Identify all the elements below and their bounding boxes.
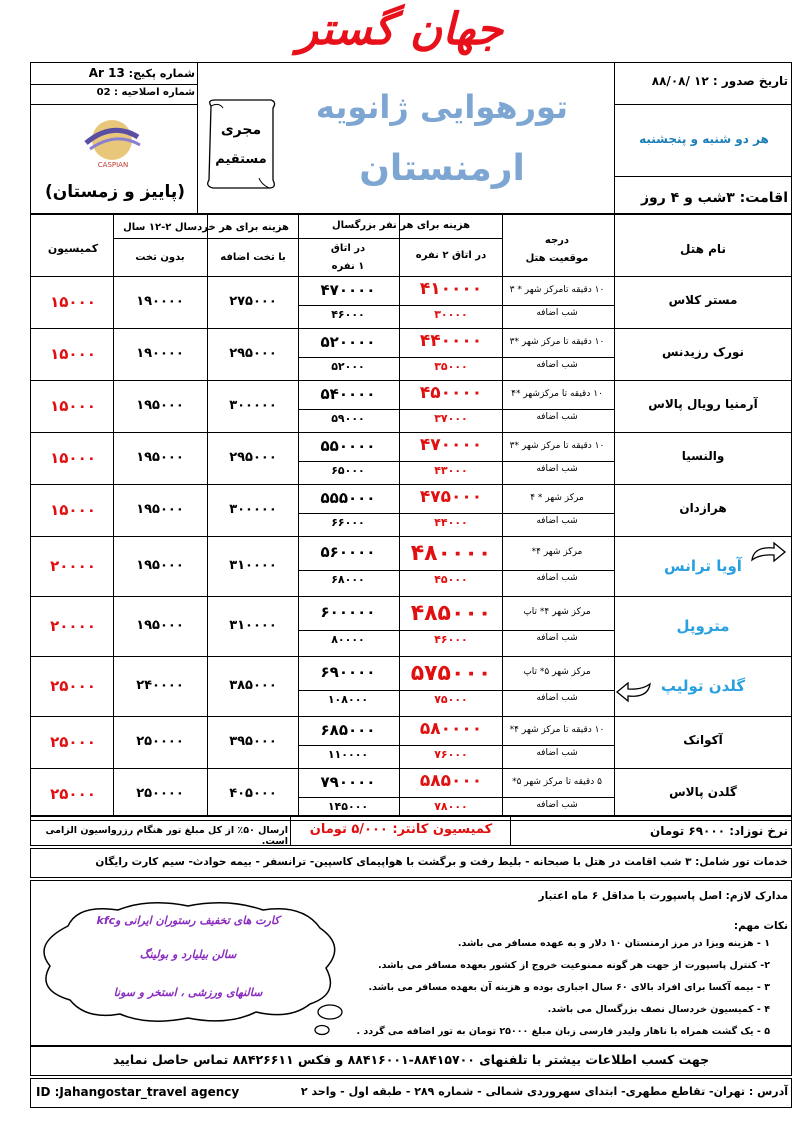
child-no-bed-price: ۱۹۰۰۰۰ [136, 294, 184, 309]
notes-title: نکات مهم: [733, 920, 788, 932]
child-no-bed-price: ۱۹۵۰۰۰ [136, 450, 184, 465]
col-grade: درجه موقعیت هتل [525, 235, 589, 264]
single-price: ۵۵۵۰۰۰ [320, 488, 376, 507]
child-extra-bed-price: ۳۱۰۰۰۰ [229, 618, 277, 633]
cloud-line1: کارت های تخفیف رستوران ایرانی وkfc [96, 914, 280, 927]
scroll-line2: مستقیم [215, 152, 267, 167]
commission: ۱۵۰۰۰ [50, 501, 96, 519]
tour-days: هر دو شنبه و پنجشنبه [639, 132, 769, 146]
revision-number: شماره اصلاحیه : 02 [96, 87, 195, 98]
note-item: ۴ - کمیسیون خردسال نصف بزرگسال می باشد. [547, 1004, 770, 1015]
hotel-grade: ۱۰ دقیقه تا مرکز شهر *۳ [509, 440, 605, 451]
extra-night-label: شب اضافه [536, 360, 578, 370]
child-extra-bed-price: ۳۱۰۰۰۰ [229, 558, 277, 573]
single-extra-night: ۱۴۵۰۰۰ [327, 800, 369, 813]
documents: مدارک لازم: اصل پاسپورت با مداقل ۶ ماه اعتبار [538, 890, 788, 902]
double-extra-night: ۴۳۰۰۰ [434, 464, 468, 477]
double-price: ۴۷۰۰۰۰ [419, 434, 483, 455]
single-extra-night: ۱۱۰۰۰۰ [327, 748, 369, 761]
single-extra-night: ۶۵۰۰۰ [331, 464, 365, 477]
double-price: ۴۸۵۰۰۰ [410, 601, 492, 626]
hotel-name: نورک رزیدنس [661, 345, 745, 359]
commission: ۲۵۰۰۰ [50, 785, 96, 803]
child-no-bed-price: ۱۹۵۰۰۰ [136, 502, 184, 517]
note-item: ۳ - بیمه آکسا برای افراد بالای ۶۰ سال اجباری بوده و هزینه آن بعهده مسافر می باشد. [368, 982, 770, 993]
child-extra-bed-price: ۳۰۰۰۰۰ [229, 398, 277, 413]
single-price: ۶۸۵۰۰۰ [320, 720, 376, 739]
col-hotel: نام هتل [680, 242, 726, 256]
issue-date: تاریخ صدور : ۱۲ /۸۸/۰۸ [651, 74, 788, 88]
caspian-logo [72, 115, 154, 170]
commission: ۱۵۰۰۰ [50, 345, 96, 363]
extra-night-label: شب اضافه [536, 412, 578, 422]
hotel-name: والنسیا [681, 449, 725, 463]
hotel-grade: ۱۰ دقیقه تامرکز شهر * ۳ [509, 284, 605, 295]
child-extra-bed-price: ۲۷۵۰۰۰ [229, 294, 277, 309]
child-extra-bed-price: ۲۹۵۰۰۰ [229, 450, 277, 465]
child-extra-bed-price: ۳۰۰۰۰۰ [229, 502, 277, 517]
hotel-name: آویا ترانس [664, 557, 742, 575]
hotel-name: گلدن پالاس [669, 785, 737, 799]
double-extra-night: ۴۶۰۰۰ [434, 633, 468, 646]
extra-night-label: شب اضافه [536, 308, 578, 318]
double-extra-night: ۷۶۰۰۰ [434, 748, 468, 761]
hotel-name: مستر کلاس [668, 293, 738, 307]
hotel-grade: مرکز شهر ۵* تاپ [523, 667, 591, 677]
double-extra-night: ۴۵۰۰۰ [434, 573, 468, 586]
scroll-line1: مجری [220, 122, 262, 138]
hotel-grade: مرکز شهر ۴* [531, 547, 583, 557]
single-price: ۵۵۰۰۰۰ [320, 436, 376, 455]
single-price: ۵۶۰۰۰۰ [320, 543, 376, 561]
scroll-badge [203, 98, 279, 190]
single-extra-night: ۶۸۰۰۰ [331, 573, 365, 586]
child-no-bed-price: ۲۵۰۰۰۰ [136, 786, 184, 801]
child-no-bed-price: ۲۴۰۰۰۰ [136, 678, 184, 693]
extra-night-label: شب اضافه [536, 748, 578, 758]
commission: ۲۰۰۰۰ [50, 557, 96, 575]
extra-night-label: شب اضافه [536, 464, 578, 474]
hotel-name: متروپل [676, 617, 730, 635]
single-extra-night: ۶۶۰۰۰ [331, 516, 365, 529]
double-price: ۵۷۵۰۰۰ [410, 661, 492, 686]
cloud-line2: سالن بیلیارد و بولینگ [139, 948, 237, 961]
note-item: ۱ - هزینه ویزا در مرز ارمنستان ۱۰ دلار و به عهده مسافر می باشد. [457, 938, 770, 949]
double-price: ۴۵۰۰۰۰ [419, 382, 483, 403]
single-price: ۵۴۰۰۰۰ [320, 384, 376, 403]
double-extra-night: ۷۵۰۰۰ [434, 693, 468, 706]
brand-title: جهان گستر [296, 4, 504, 55]
col-child: هزینه برای هر خردسال ۲-۱۲ سال [123, 222, 289, 233]
child-no-bed-price: ۱۹۰۰۰۰ [136, 346, 184, 361]
hotel-name: هرازدان [679, 501, 727, 515]
double-price: ۵۸۰۰۰۰ [419, 718, 483, 739]
address: آدرس : تهران- تقاطع مطهری- ابتدای سهروردی شمالی - شماره ۲۸۹ - طبقه اول - واحد ۲ [300, 1085, 788, 1098]
arrow-left-icon [614, 676, 654, 706]
single-price: ۷۹۰۰۰۰ [320, 772, 376, 791]
single-extra-night: ۴۶۰۰۰ [331, 308, 365, 321]
commission: ۲۰۰۰۰ [50, 617, 96, 635]
hotel-grade: ۱۰ دقیقه تا مرکزشهر *۴ [511, 388, 603, 399]
col-double: در اتاق ۲ نفره [415, 250, 487, 261]
destination-title: ارمنستان [359, 148, 525, 189]
single-extra-night: ۸۰۰۰۰ [331, 633, 365, 646]
double-price: ۴۱۰۰۰۰ [419, 278, 483, 299]
package-number: شماره پکیج: Ar 13 [88, 66, 195, 80]
single-extra-night: ۵۲۰۰۰ [331, 360, 365, 373]
child-extra-bed-price: ۲۹۵۰۰۰ [229, 346, 277, 361]
extra-night-label: شب اضافه [536, 693, 578, 703]
hotel-grade: مرکز شهر * ۴ [530, 492, 584, 503]
col-adult: هزینه برای هر نفر بزرگسال [331, 220, 471, 231]
double-extra-night: ۷۸۰۰۰ [434, 800, 468, 813]
child-no-bed-price: ۱۹۵۰۰۰ [136, 618, 184, 633]
child-extra-bed-price: ۴۰۵۰۰۰ [229, 786, 277, 801]
svg-text:CASPIAN: CASPIAN [97, 161, 129, 169]
col-no-bed: بدون تخت [135, 252, 185, 263]
single-extra-night: ۱۰۸۰۰۰ [327, 693, 369, 706]
arrow-right-icon [748, 540, 788, 570]
infant-rate: نرخ نوزاد: ۶۹۰۰۰ تومان [650, 824, 788, 838]
extra-night-label: شب اضافه [536, 516, 578, 526]
services: خدمات تور شامل: ۳ شب اقامت در هتل با صبحانه - بلیط رفت و برگشت با هواپیمای کاسپین- ترانسفر - بیمه حوادث- سیم کارت رایگان [95, 856, 788, 868]
col-extra-bed: با تخت اضافه [220, 252, 286, 263]
hotel-name: آرمنیا رویال پالاس [648, 397, 758, 411]
double-price: ۴۷۵۰۰۰ [419, 486, 483, 507]
stay-duration: اقامت: ۳شب و ۴ روز [640, 190, 788, 206]
season: (پاییز و زمستان) [44, 182, 186, 202]
child-no-bed-price: ۱۹۵۰۰۰ [136, 558, 184, 573]
deposit-note: ارسال ۵۰٪ از کل مبلغ تور هنگام رزرواسیون الزامی است. [45, 825, 288, 847]
single-price: ۶۰۰۰۰۰ [320, 603, 376, 621]
double-extra-night: ۳۰۰۰۰ [434, 308, 468, 321]
hotel-grade: مرکز شهر ۴* تاپ [523, 607, 591, 617]
contact: جهت کسب اطلاعات بیشتر با تلفنهای ۸۸۴۱۵۷۰۰-۸۸۴۱۶۰۰۱ و فکس ۸۸۴۲۶۶۱۱ تماس حاصل نمایید [112, 1052, 710, 1067]
double-extra-night: ۳۷۰۰۰ [434, 412, 468, 425]
child-no-bed-price: ۱۹۵۰۰۰ [136, 398, 184, 413]
commission: ۱۵۰۰۰ [50, 293, 96, 311]
hotel-grade: ۱۰ دقیقه تا مرکز شهر *۳ [509, 336, 605, 347]
agency-id: ID :Jahangostar_travel agency [36, 1085, 240, 1099]
double-extra-night: ۳۵۰۰۰ [434, 360, 468, 373]
col-single: در اتاق ۱ نفره [330, 243, 366, 272]
double-extra-night: ۴۴۰۰۰ [434, 516, 468, 529]
cloud-line3: سالنهای ورزشی ، استخر و سونا [113, 986, 263, 999]
extra-night-label: شب اضافه [536, 573, 578, 583]
child-no-bed-price: ۲۵۰۰۰۰ [136, 734, 184, 749]
commission: ۲۵۰۰۰ [50, 733, 96, 751]
single-price: ۵۲۰۰۰۰ [320, 332, 376, 351]
single-price: ۴۷۰۰۰۰ [320, 280, 376, 299]
double-price: ۵۸۵۰۰۰ [419, 770, 483, 791]
hotel-name: آکوانک [683, 733, 723, 747]
commission: ۲۵۰۰۰ [50, 677, 96, 695]
hotel-name: گلدن تولیپ [660, 677, 746, 695]
hotel-grade: ۵ دقیقه تا مرکز شهر ۵* [512, 776, 602, 787]
double-price: ۴۴۰۰۰۰ [419, 330, 483, 351]
note-item: ۵ - یک گشت همراه با ناهار ولیدر فارسی زبان مبلغ ۲۵۰۰۰ تومان به تور اضافه می گردد . [356, 1026, 770, 1037]
counter-commission: کمیسیون کانتر: ۵/۰۰۰ تومان [309, 822, 493, 837]
hotel-grade: ۱۰ دقیقه تا مرکز شهر ۴* [509, 724, 605, 735]
note-item: ۲- کنترل پاسپورت از جهت هر گونه ممنوعیت خروج از کشور بعهده مسافر می باشد. [378, 960, 770, 971]
commission: ۱۵۰۰۰ [50, 449, 96, 467]
tour-title: تورهوایی ژانویه [315, 88, 569, 126]
child-extra-bed-price: ۳۹۵۰۰۰ [229, 734, 277, 749]
extra-night-label: شب اضافه [536, 800, 578, 810]
single-extra-night: ۵۹۰۰۰ [331, 412, 365, 425]
commission: ۱۵۰۰۰ [50, 397, 96, 415]
child-extra-bed-price: ۳۸۵۰۰۰ [229, 678, 277, 693]
extra-night-label: شب اضافه [536, 633, 578, 643]
col-commission: کمیسیون [47, 242, 99, 255]
double-price: ۴۸۰۰۰۰ [410, 541, 492, 566]
single-price: ۶۹۰۰۰۰ [320, 663, 376, 681]
